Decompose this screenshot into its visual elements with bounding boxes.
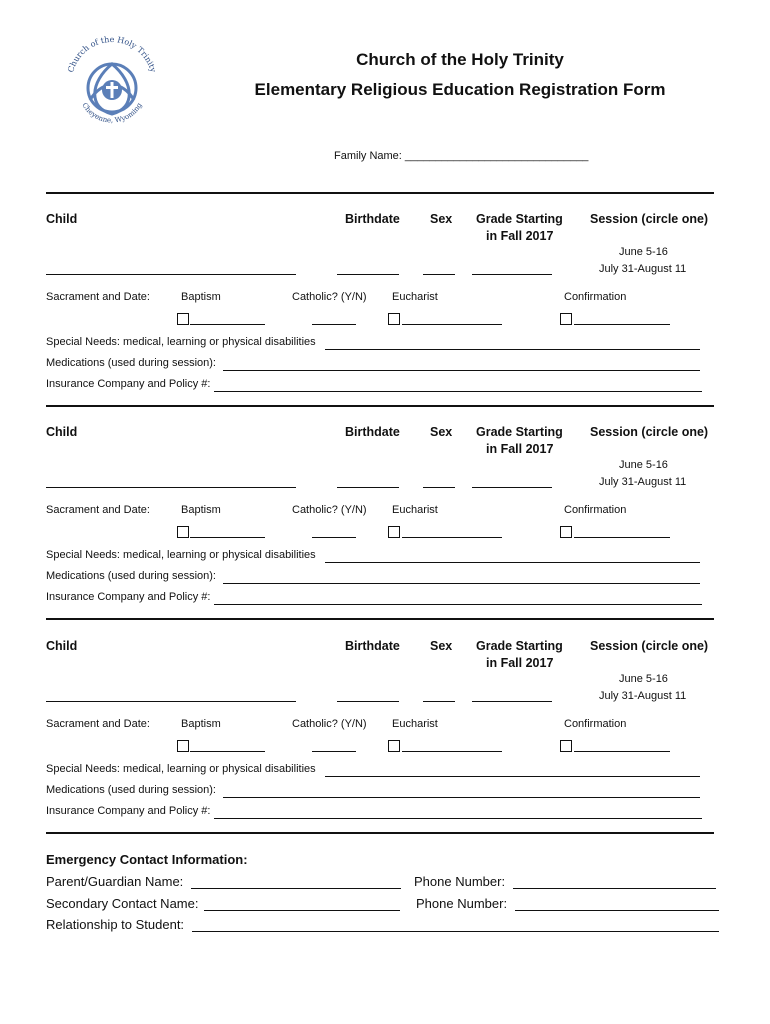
- medications-input[interactable]: [223, 797, 700, 798]
- parent-guardian-label: Parent/Guardian Name:: [46, 874, 184, 889]
- baptism-date-input[interactable]: [190, 537, 265, 538]
- special-needs-label: Special Needs: medical, learning or physical disabilities: [46, 549, 316, 561]
- medications-input[interactable]: [223, 370, 700, 371]
- confirmation-date-input[interactable]: [574, 751, 670, 752]
- medications-label: Medications (used during session):: [46, 357, 216, 369]
- grade-input[interactable]: [472, 274, 552, 275]
- baptism-date-input[interactable]: [190, 324, 265, 325]
- grade-input[interactable]: [472, 487, 552, 488]
- birthdate-label: Birthdate: [345, 212, 400, 226]
- grade-label-2: in Fall 2017: [486, 229, 554, 243]
- confirmation-date-input[interactable]: [574, 324, 670, 325]
- phone-label-2: Phone Number:: [416, 896, 508, 911]
- catholic-input[interactable]: [312, 751, 356, 752]
- confirmation-label: Confirmation: [564, 718, 627, 730]
- confirmation-checkbox[interactable]: [560, 738, 574, 756]
- child-label: Child: [46, 639, 78, 653]
- parent-guardian-input[interactable]: [191, 888, 401, 889]
- child-name-input[interactable]: [46, 701, 296, 702]
- medications-label: Medications (used during session):: [46, 784, 216, 796]
- session-label: Session (circle one): [590, 425, 709, 439]
- birthdate-label: Birthdate: [345, 425, 400, 439]
- insurance-input[interactable]: [214, 818, 702, 819]
- child-section-3: [0, 627, 770, 832]
- special-needs-input[interactable]: [325, 562, 700, 563]
- session-option-1[interactable]: June 5-16: [619, 246, 668, 258]
- sex-label: Sex: [430, 425, 453, 439]
- baptism-checkbox[interactable]: [177, 524, 191, 542]
- logo-text-top: Church of the Holy Trinity: [66, 34, 158, 74]
- medications-label: Medications (used during session):: [46, 570, 216, 582]
- grade-label-1: Grade Starting: [476, 425, 563, 439]
- session-label: Session (circle one): [590, 212, 709, 226]
- child-label: Child: [46, 212, 78, 226]
- sacrament-label: Sacrament and Date:: [46, 291, 150, 303]
- birthdate-input[interactable]: [337, 487, 399, 488]
- eucharist-label: Eucharist: [392, 291, 438, 303]
- relationship-input[interactable]: [192, 931, 719, 932]
- eucharist-date-input[interactable]: [402, 537, 502, 538]
- child-label: Child: [46, 425, 78, 439]
- session-option-2[interactable]: July 31-August 11: [599, 476, 687, 488]
- sex-input[interactable]: [423, 701, 455, 702]
- eucharist-date-input[interactable]: [402, 324, 502, 325]
- page-subtitle: Elementary Religious Education Registration Form: [254, 80, 666, 99]
- birthdate-input[interactable]: [337, 274, 399, 275]
- svg-text:Church of the Holy Trinity: [66, 35, 158, 74]
- catholic-label: Catholic? (Y/N): [292, 504, 367, 516]
- church-logo: [62, 30, 162, 140]
- sex-input[interactable]: [423, 274, 455, 275]
- catholic-input[interactable]: [312, 537, 356, 538]
- session-option-2[interactable]: July 31-August 11: [599, 690, 687, 702]
- catholic-label: Catholic? (Y/N): [292, 291, 367, 303]
- logo-text-bottom: Cheyenne, Wyoming: [80, 101, 144, 125]
- eucharist-checkbox[interactable]: [388, 524, 402, 542]
- family-name-field[interactable]: Family Name: ______________________________: [334, 150, 589, 162]
- confirmation-checkbox[interactable]: [560, 311, 574, 329]
- grade-label-2: in Fall 2017: [486, 442, 554, 456]
- grade-input[interactable]: [472, 701, 552, 702]
- sacrament-label: Sacrament and Date:: [46, 504, 150, 516]
- secondary-contact-label: Secondary Contact Name:: [46, 896, 199, 911]
- child-section-1: [0, 200, 770, 405]
- birthdate-input[interactable]: [337, 701, 399, 702]
- insurance-input[interactable]: [214, 604, 702, 605]
- session-option-2[interactable]: July 31-August 11: [599, 263, 687, 275]
- special-needs-input[interactable]: [325, 776, 700, 777]
- sex-label: Sex: [430, 212, 453, 226]
- special-needs-label: Special Needs: medical, learning or physical disabilities: [46, 336, 316, 348]
- grade-label-2: in Fall 2017: [486, 656, 554, 670]
- confirmation-checkbox[interactable]: [560, 524, 574, 542]
- phone-input-2[interactable]: [515, 910, 719, 911]
- eucharist-checkbox[interactable]: [388, 738, 402, 756]
- sex-label: Sex: [430, 639, 453, 653]
- special-needs-input[interactable]: [325, 349, 700, 350]
- eucharist-label: Eucharist: [392, 504, 438, 516]
- birthdate-label: Birthdate: [345, 639, 400, 653]
- special-needs-label: Special Needs: medical, learning or physical disabilities: [46, 763, 316, 775]
- divider: [46, 405, 714, 407]
- catholic-label: Catholic? (Y/N): [292, 718, 367, 730]
- insurance-label: Insurance Company and Policy #:: [46, 805, 211, 817]
- baptism-date-input[interactable]: [190, 751, 265, 752]
- grade-label-1: Grade Starting: [476, 639, 563, 653]
- relationship-label: Relationship to Student:: [46, 917, 185, 932]
- divider: [46, 618, 714, 620]
- baptism-checkbox[interactable]: [177, 738, 191, 756]
- eucharist-checkbox[interactable]: [388, 311, 402, 329]
- page-title: Church of the Holy Trinity: [356, 50, 564, 69]
- emergency-heading: Emergency Contact Information:: [46, 852, 248, 867]
- catholic-input[interactable]: [312, 324, 356, 325]
- divider: [46, 192, 714, 194]
- insurance-input[interactable]: [214, 391, 702, 392]
- medications-input[interactable]: [223, 583, 700, 584]
- phone-input-1[interactable]: [513, 888, 716, 889]
- confirmation-label: Confirmation: [564, 291, 627, 303]
- confirmation-date-input[interactable]: [574, 537, 670, 538]
- baptism-label: Baptism: [181, 504, 221, 516]
- baptism-label: Baptism: [181, 718, 221, 730]
- confirmation-label: Confirmation: [564, 504, 627, 516]
- child-section-2: [0, 413, 770, 618]
- divider: [46, 832, 714, 834]
- eucharist-date-input[interactable]: [402, 751, 502, 752]
- grade-label-1: Grade Starting: [476, 212, 563, 226]
- eucharist-label: Eucharist: [392, 718, 438, 730]
- insurance-label: Insurance Company and Policy #:: [46, 378, 211, 390]
- baptism-checkbox[interactable]: [177, 311, 191, 329]
- secondary-contact-input[interactable]: [204, 910, 400, 911]
- sacrament-label: Sacrament and Date:: [46, 718, 150, 730]
- child-name-input[interactable]: [46, 487, 296, 488]
- session-option-1[interactable]: June 5-16: [619, 673, 668, 685]
- session-option-1[interactable]: June 5-16: [619, 459, 668, 471]
- child-name-input[interactable]: [46, 274, 296, 275]
- session-label: Session (circle one): [590, 639, 709, 653]
- sex-input[interactable]: [423, 487, 455, 488]
- phone-label-1: Phone Number:: [414, 874, 506, 889]
- baptism-label: Baptism: [181, 291, 221, 303]
- insurance-label: Insurance Company and Policy #:: [46, 591, 211, 603]
